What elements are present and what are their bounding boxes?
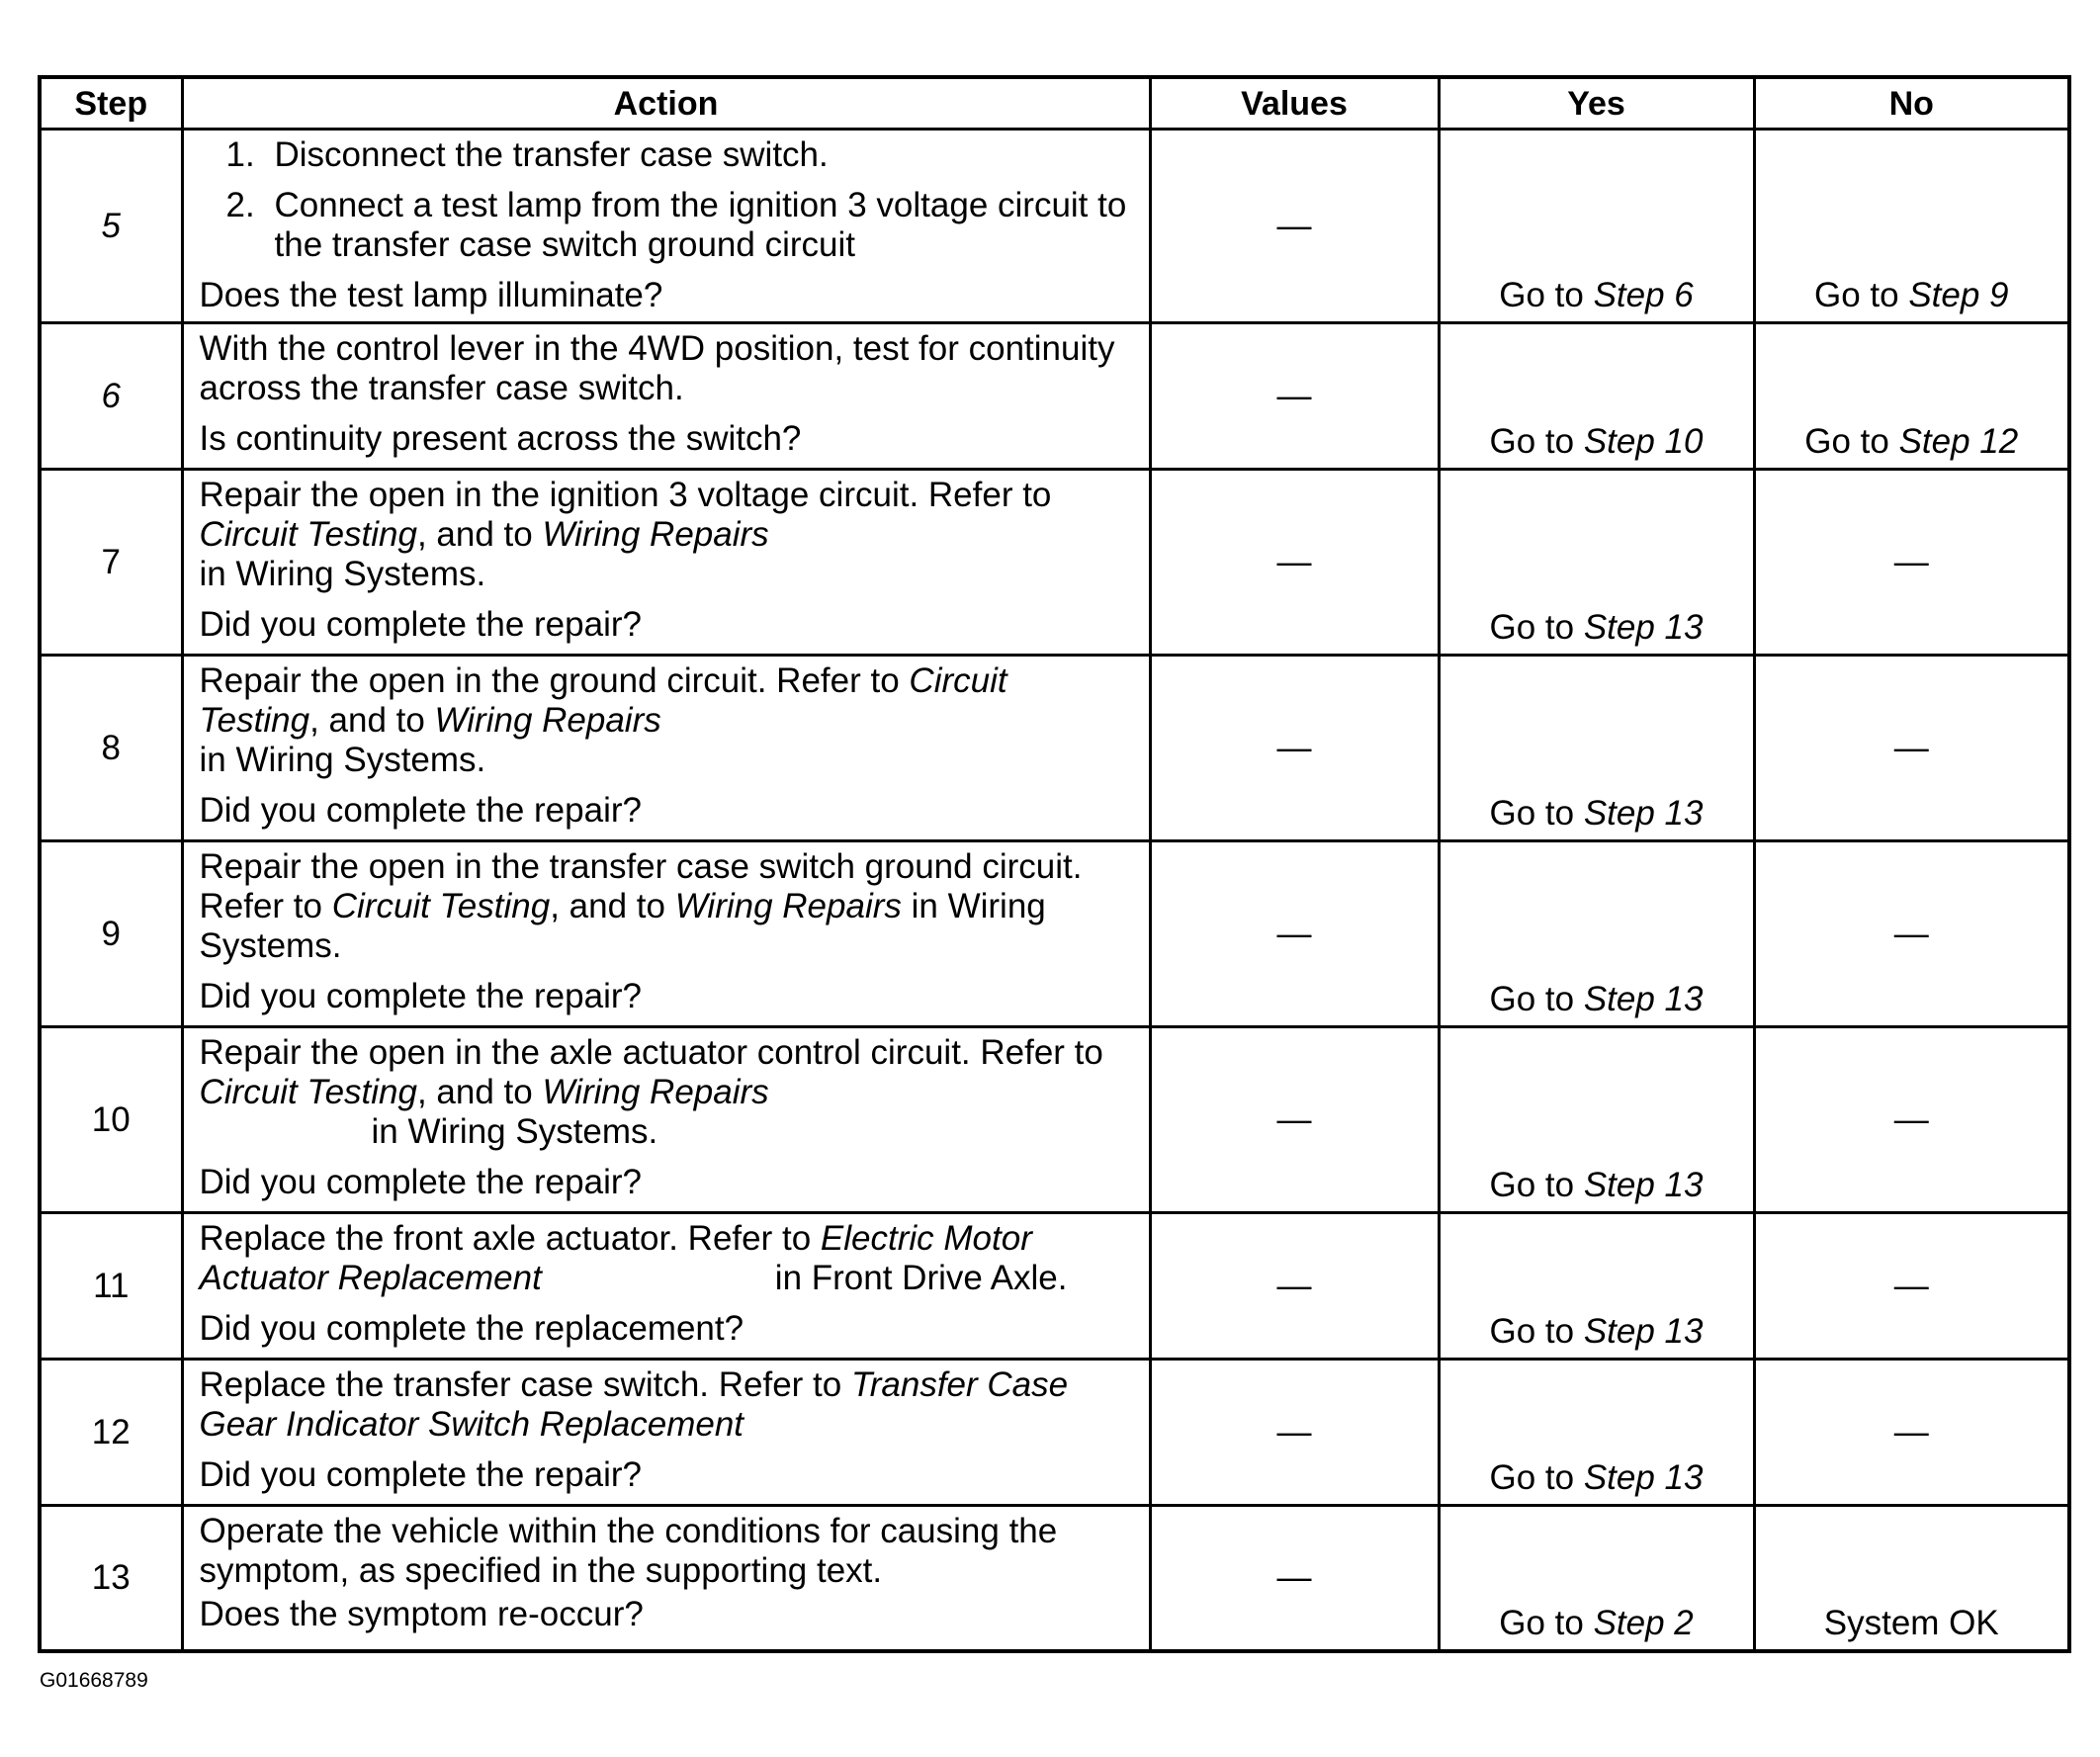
action-cell	[182, 1027, 1150, 1213]
yes-cell: Go to Step 13	[1439, 1027, 1754, 1213]
no-cell: Go to Step 12	[1754, 323, 2069, 470]
action-question: Did you complete the repair?	[199, 1163, 642, 1201]
values-cell: —	[1150, 470, 1439, 656]
action-question: Did you complete the repair?	[199, 977, 642, 1015]
list-item: 2. Connect a test lamp from the ignition 3 voltage circuit to the transfer case switch ground circuit	[225, 186, 1127, 264]
table-row	[40, 1027, 2069, 1213]
action-text: Repair the open in the ignition 3 voltage circuit. Refer to Circuit Testing, and to Wiring Repairs in Wiring Systems.	[199, 476, 1052, 593]
table-row	[40, 470, 2069, 656]
action-cell	[182, 130, 1150, 323]
reference-link[interactable]: Electric Motor Actuator Replacement	[199, 1219, 1032, 1297]
step-number: 8	[40, 656, 182, 841]
values-cell: —	[1150, 841, 1439, 1027]
step-link[interactable]: Step 13	[1583, 980, 1704, 1018]
no-cell: Go to Step 9	[1754, 130, 2069, 323]
action-question: Does the symptom re-occur?	[199, 1595, 644, 1633]
table-row	[40, 1360, 2069, 1506]
step-link[interactable]: Step 9	[1908, 276, 2009, 314]
yes-cell: Go to Step 2	[1439, 1506, 1754, 1651]
no-cell: —	[1754, 656, 2069, 841]
step-number: 5	[40, 130, 182, 323]
figure-id: G01668789	[40, 1669, 148, 1692]
header-step: Step	[40, 77, 182, 130]
step-link[interactable]: Step 12	[1898, 422, 2019, 461]
step-number: 10	[40, 1027, 182, 1213]
no-cell: —	[1754, 470, 2069, 656]
values-cell: —	[1150, 656, 1439, 841]
step-number: 7	[40, 470, 182, 656]
action-question: Did you complete the replacement?	[199, 1309, 744, 1348]
yes-cell: Go to Step 13	[1439, 656, 1754, 841]
values-cell: —	[1150, 1027, 1439, 1213]
no-cell: —	[1754, 1027, 2069, 1213]
step-link[interactable]: Step 13	[1583, 794, 1704, 833]
action-cell	[182, 841, 1150, 1027]
step-number: 12	[40, 1360, 182, 1506]
table-row	[40, 323, 2069, 470]
reference-link[interactable]: Circuit Testing	[199, 1073, 417, 1111]
action-cell	[182, 470, 1150, 656]
reference-link[interactable]: Wiring Repairs	[674, 887, 902, 925]
values-cell: —	[1150, 1213, 1439, 1360]
yes-cell: Go to Step 6	[1439, 130, 1754, 323]
step-link[interactable]: Step 13	[1583, 1312, 1704, 1351]
table-row	[40, 841, 2069, 1027]
action-cell	[182, 323, 1150, 470]
step-number: 9	[40, 841, 182, 1027]
action-list	[200, 135, 1135, 265]
step-number: 11	[40, 1213, 182, 1360]
header-yes: Yes	[1439, 77, 1754, 130]
reference-link[interactable]: Wiring Repairs	[542, 515, 769, 554]
header-values: Values	[1150, 77, 1439, 130]
action-text: Replace the transfer case switch. Refer to Transfer Case Gear Indicator Switch Replacement	[199, 1365, 1069, 1444]
header-action: Action	[182, 77, 1150, 130]
table-row	[40, 1213, 2069, 1360]
table-row	[40, 130, 2069, 323]
list-item: 1. Disconnect the transfer case switch.	[225, 135, 829, 174]
header-row	[40, 77, 2069, 130]
values-cell: —	[1150, 130, 1439, 323]
action-question: Did you complete the repair?	[199, 1455, 642, 1494]
yes-cell: Go to Step 13	[1439, 1360, 1754, 1506]
action-cell	[182, 1360, 1150, 1506]
step-number: 6	[40, 323, 182, 470]
step-link[interactable]: Step 13	[1583, 608, 1704, 647]
yes-cell: Go to Step 13	[1439, 1213, 1754, 1360]
action-cell	[182, 1506, 1150, 1651]
reference-link[interactable]: Circuit Testing	[331, 887, 551, 925]
step-link[interactable]: Step 6	[1593, 276, 1694, 314]
table-row	[40, 656, 2069, 841]
action-cell	[182, 656, 1150, 841]
values-cell: —	[1150, 1506, 1439, 1651]
step-link[interactable]: Step 10	[1583, 422, 1704, 461]
step-number: 13	[40, 1506, 182, 1651]
action-text: Replace the front axle actuator. Refer to Electric Motor Actuator Replacement in Front Drive Axle.	[199, 1219, 1068, 1297]
no-cell: —	[1754, 1213, 2069, 1360]
reference-link[interactable]: Wiring Repairs	[434, 701, 661, 740]
table-row	[40, 1506, 2069, 1651]
action-text: Repair the open in the ground circuit. Refer to Circuit Testing, and to Wiring Repairs in Wiring Systems.	[199, 661, 1007, 779]
step-link[interactable]: Step 13	[1583, 1458, 1704, 1497]
yes-cell: Go to Step 13	[1439, 841, 1754, 1027]
action-question: Did you complete the repair?	[199, 605, 642, 644]
values-cell: —	[1150, 323, 1439, 470]
reference-link[interactable]: Wiring Repairs	[542, 1073, 769, 1111]
step-link[interactable]: Step 2	[1593, 1603, 1694, 1642]
no-cell: —	[1754, 1360, 2069, 1506]
action-text: With the control lever in the 4WD position, test for continuity across the transfer case switch.	[199, 329, 1115, 407]
values-cell: —	[1150, 1360, 1439, 1506]
step-link[interactable]: Step 13	[1583, 1166, 1704, 1204]
action-text: Repair the open in the transfer case switch ground circuit. Refer to Circuit Testing, and to Wiring Repairs in Wiring Systems.	[199, 847, 1083, 965]
action-text: Repair the open in the axle actuator control circuit. Refer to Circuit Testing, and to Wiring Repairs in Wiring Systems.	[199, 1033, 1103, 1151]
action-question: Did you complete the repair?	[199, 791, 642, 830]
yes-cell: Go to Step 10	[1439, 323, 1754, 470]
action-cell	[182, 1213, 1150, 1360]
action-question: Is continuity present across the switch?	[199, 419, 802, 458]
diagnostic-table	[38, 75, 2071, 1653]
yes-cell: Go to Step 13	[1439, 470, 1754, 656]
header-no: No	[1754, 77, 2069, 130]
reference-link[interactable]: Circuit Testing	[199, 515, 417, 554]
reference-link[interactable]: Transfer Case Gear Indicator Switch Replacement	[199, 1365, 1069, 1444]
reference-link[interactable]: Circuit Testing	[199, 661, 1007, 740]
action-text: Operate the vehicle within the conditions for causing the symptom, as specified in the supporting text.	[199, 1512, 1058, 1590]
no-cell: System OK	[1754, 1506, 2069, 1651]
no-cell: —	[1754, 841, 2069, 1027]
action-question: Does the test lamp illuminate?	[199, 276, 663, 314]
